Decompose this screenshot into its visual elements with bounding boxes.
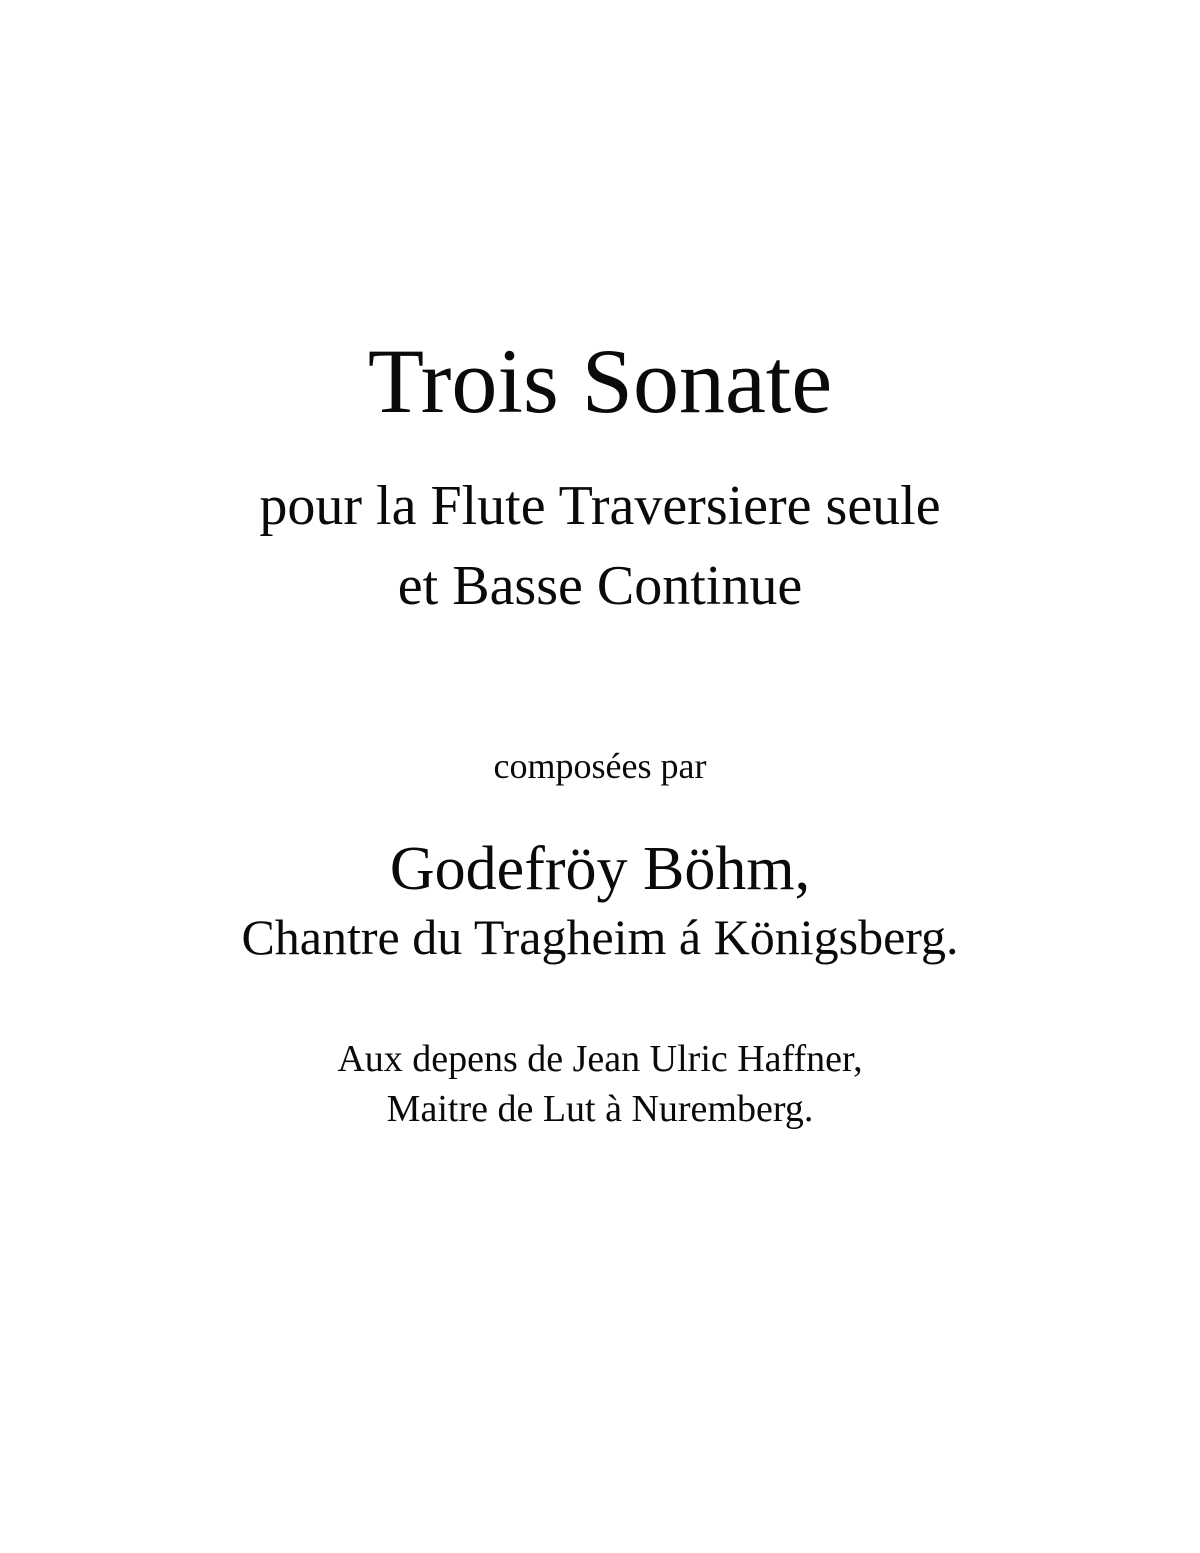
composed-by-label: composées par (493, 746, 707, 786)
subtitle-line-2: et Basse Continue (397, 555, 803, 617)
composer-name: Godefröy Böhm, (389, 835, 811, 903)
publisher-line-1: Aux depens de Jean Ulric Haffner, (337, 1038, 863, 1080)
publisher-line-2: Maitre de Lut à Nuremberg. (386, 1088, 814, 1130)
composer-position: Chantre du Tragheim á Königsberg. (241, 909, 959, 965)
page-title: Trois Sonate (367, 330, 833, 432)
subtitle-line-1: pour la Flute Traversiere seule (259, 475, 941, 537)
